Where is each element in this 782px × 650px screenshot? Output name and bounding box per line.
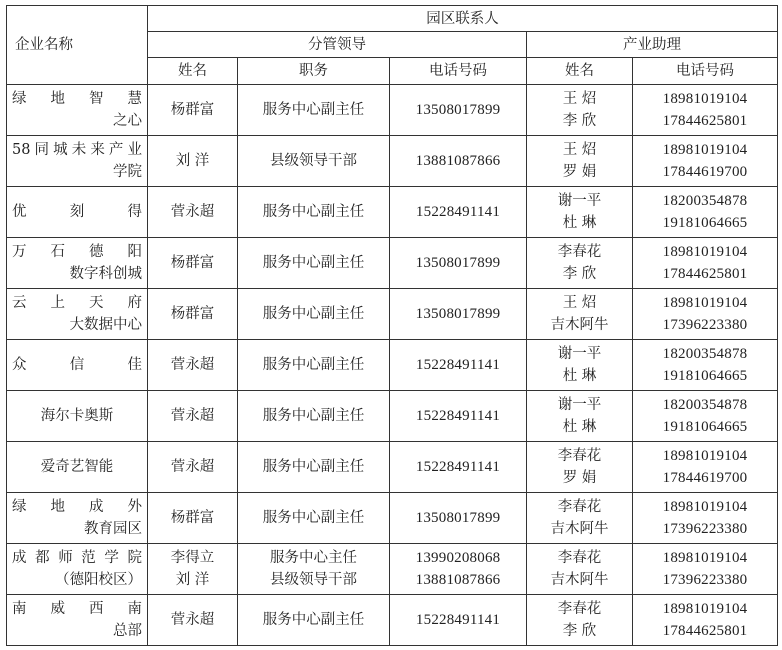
assistant-name-line: 李春花	[557, 499, 602, 515]
assistant-phone-cell	[633, 442, 778, 493]
leader-name-cell	[148, 493, 238, 544]
company-name-line: 南威西南	[12, 601, 142, 617]
leader-name-line: 菅永超	[170, 204, 215, 220]
leader-phone-line: 13990208068	[415, 550, 501, 566]
assistant-name-cell	[527, 85, 633, 136]
position-cell	[238, 289, 390, 340]
position-cell	[238, 340, 390, 391]
assistant-phone-cell	[633, 85, 778, 136]
assistant-phone-line: 17396223380	[662, 521, 748, 537]
assistant-name-cell	[527, 442, 633, 493]
assistant-phone-cell	[633, 493, 778, 544]
leader-name-cell	[148, 187, 238, 238]
position-line: 服务中心副主任	[262, 357, 365, 373]
company-name-line: 优刻得	[12, 204, 142, 220]
company-cell	[7, 136, 148, 187]
table-row	[7, 85, 778, 136]
table-row	[7, 493, 778, 544]
position-cell	[238, 544, 390, 595]
assistant-name-line: 杜 琳	[562, 368, 597, 384]
leader-name-line: 杨群富	[170, 102, 215, 118]
assistant-phone-line: 17396223380	[662, 572, 748, 588]
park-contact-table	[6, 5, 778, 646]
leader-name-cell	[148, 340, 238, 391]
position-cell	[238, 238, 390, 289]
position-cell	[238, 442, 390, 493]
assistant-phone-line: 17844625801	[662, 266, 748, 282]
header-leader-group: 分管领导	[148, 32, 527, 58]
company-cell	[7, 187, 148, 238]
header-assistant-name: 姓名	[527, 58, 633, 85]
position-line: 服务中心副主任	[262, 306, 365, 322]
assistant-phone-cell	[633, 238, 778, 289]
assistant-phone-cell	[633, 391, 778, 442]
assistant-phone-line: 18200354878	[662, 193, 748, 209]
assistant-name-line: 王 炤	[562, 295, 597, 311]
position-line: 服务中心副主任	[262, 204, 365, 220]
position-line: 服务中心副主任	[262, 612, 365, 628]
position-line: 县级领导干部	[270, 153, 357, 169]
header-position: 职务	[238, 58, 390, 85]
leader-phone-line: 13881087866	[415, 153, 501, 169]
assistant-name-cell	[527, 187, 633, 238]
company-cell	[7, 595, 148, 646]
header-assistant-phone: 电话号码	[633, 58, 778, 85]
leader-phone-line: 13508017899	[415, 510, 501, 526]
position-cell	[238, 136, 390, 187]
company-name-line: 58同城未来产业	[12, 142, 142, 158]
table-row	[7, 595, 778, 646]
header-leader-phone: 电话号码	[390, 58, 527, 85]
position-cell	[238, 187, 390, 238]
position-line: 服务中心副主任	[262, 255, 365, 271]
leader-phone-cell	[390, 340, 527, 391]
position-cell	[238, 391, 390, 442]
company-name-line: 成都师范学院	[12, 550, 142, 566]
leader-name-cell	[148, 238, 238, 289]
leader-name-cell	[148, 391, 238, 442]
company-name-line: 大数据中心	[69, 317, 142, 333]
company-name-line: 万石德阳	[12, 244, 142, 260]
company-cell	[7, 493, 148, 544]
leader-phone-cell	[390, 85, 527, 136]
company-name-line: 绿地智慧	[12, 91, 142, 107]
assistant-phone-line: 18981019104	[662, 244, 748, 260]
position-line: 服务中心副主任	[262, 408, 365, 424]
assistant-name-line: 吉木阿牛	[550, 317, 609, 333]
table-row	[7, 187, 778, 238]
leader-phone-line: 15228491141	[415, 408, 501, 424]
assistant-name-line: 李春花	[557, 550, 602, 566]
leader-name-cell	[148, 85, 238, 136]
assistant-phone-cell	[633, 136, 778, 187]
assistant-name-cell	[527, 289, 633, 340]
leader-phone-line: 13508017899	[415, 306, 501, 322]
assistant-phone-line: 17844619700	[662, 164, 748, 180]
leader-phone-cell	[390, 289, 527, 340]
assistant-name-line: 李 欣	[562, 113, 597, 129]
company-name-line: 众信佳	[12, 357, 142, 373]
assistant-phone-cell	[633, 595, 778, 646]
position-line: 县级领导干部	[270, 572, 357, 588]
company-name-line: 总部	[113, 623, 142, 639]
assistant-phone-line: 17844625801	[662, 623, 748, 639]
assistant-name-line: 李春花	[557, 244, 602, 260]
leader-name-line: 刘 洋	[175, 572, 210, 588]
assistant-phone-line: 18981019104	[662, 142, 748, 158]
assistant-phone-cell	[633, 187, 778, 238]
leader-phone-cell	[390, 136, 527, 187]
position-line: 服务中心主任	[270, 550, 357, 566]
leader-phone-cell	[390, 187, 527, 238]
assistant-name-line: 吉木阿牛	[550, 572, 609, 588]
header-park-contact: 园区联系人	[148, 6, 778, 32]
header-leader-name: 姓名	[148, 58, 238, 85]
leader-name-cell	[148, 442, 238, 493]
leader-phone-line: 13881087866	[415, 572, 501, 588]
leader-phone-cell	[390, 238, 527, 289]
assistant-name-line: 谢一平	[557, 346, 602, 362]
assistant-phone-line: 18981019104	[662, 601, 748, 617]
assistant-phone-cell	[633, 340, 778, 391]
table-row	[7, 391, 778, 442]
leader-phone-line: 13508017899	[415, 102, 501, 118]
leader-name-line: 杨群富	[170, 306, 215, 322]
assistant-name-cell	[527, 493, 633, 544]
table-row	[7, 289, 778, 340]
assistant-name-line: 杜 琳	[562, 419, 597, 435]
leader-name-line: 菅永超	[170, 459, 215, 475]
leader-name-line: 刘 洋	[175, 153, 210, 169]
company-cell	[7, 238, 148, 289]
company-name-line: 之心	[113, 113, 142, 129]
assistant-name-line: 王 炤	[562, 142, 597, 158]
company-cell	[7, 289, 148, 340]
leader-name-line: 李得立	[170, 550, 215, 566]
leader-phone-cell	[390, 544, 527, 595]
leader-name-line: 杨群富	[170, 510, 215, 526]
assistant-name-line: 李春花	[557, 448, 602, 464]
assistant-name-line: 李 欣	[562, 623, 597, 639]
position-cell	[238, 493, 390, 544]
company-name-line: 教育园区	[84, 521, 142, 537]
company-cell	[7, 85, 148, 136]
position-cell	[238, 85, 390, 136]
table-row	[7, 238, 778, 289]
assistant-name-line: 王 炤	[562, 91, 597, 107]
leader-name-line: 杨群富	[170, 255, 215, 271]
position-line: 服务中心副主任	[262, 459, 365, 475]
assistant-phone-line: 18981019104	[662, 499, 748, 515]
assistant-phone-cell	[633, 544, 778, 595]
company-name-line: 海尔卡奥斯	[40, 408, 114, 424]
assistant-phone-line: 18981019104	[662, 295, 748, 311]
assistant-phone-line: 17844619700	[662, 470, 748, 486]
company-name-line: 爱奇艺智能	[40, 459, 114, 475]
assistant-name-line: 吉木阿牛	[550, 521, 609, 537]
assistant-phone-line: 18981019104	[662, 448, 748, 464]
leader-phone-line: 15228491141	[415, 612, 501, 628]
leader-phone-line: 15228491141	[415, 459, 501, 475]
company-name-line: （德阳校区）	[55, 572, 142, 588]
assistant-phone-line: 17396223380	[662, 317, 748, 333]
assistant-phone-line: 18200354878	[662, 397, 748, 413]
company-cell	[7, 544, 148, 595]
assistant-name-cell	[527, 136, 633, 187]
table-row	[7, 136, 778, 187]
assistant-name-line: 李春花	[557, 601, 602, 617]
assistant-name-line: 谢一平	[557, 193, 602, 209]
assistant-name-cell	[527, 238, 633, 289]
position-line: 服务中心副主任	[262, 102, 365, 118]
table-row	[7, 340, 778, 391]
table-row	[7, 544, 778, 595]
leader-name-cell	[148, 544, 238, 595]
assistant-phone-line: 18200354878	[662, 346, 748, 362]
assistant-phone-cell	[633, 289, 778, 340]
assistant-phone-line: 17844625801	[662, 113, 748, 129]
leader-phone-cell	[390, 493, 527, 544]
table-row	[7, 442, 778, 493]
leader-phone-cell	[390, 442, 527, 493]
leader-name-line: 菅永超	[170, 612, 215, 628]
company-cell	[7, 442, 148, 493]
assistant-name-line: 杜 琳	[562, 215, 597, 231]
position-cell	[238, 595, 390, 646]
assistant-phone-line: 19181064665	[662, 419, 748, 435]
leader-phone-line: 13508017899	[415, 255, 501, 271]
assistant-name-line: 罗 娟	[562, 164, 597, 180]
leader-name-line: 菅永超	[170, 408, 215, 424]
company-name-line: 绿地成外	[12, 499, 142, 515]
header-assistant-group: 产业助理	[527, 32, 778, 58]
leader-name-line: 菅永超	[170, 357, 215, 373]
leader-phone-cell	[390, 595, 527, 646]
assistant-phone-line: 18981019104	[662, 550, 748, 566]
assistant-name-line: 李 欣	[562, 266, 597, 282]
assistant-name-cell	[527, 340, 633, 391]
assistant-name-line: 谢一平	[557, 397, 602, 413]
assistant-phone-line: 19181064665	[662, 368, 748, 384]
company-name-line: 云上天府	[12, 295, 142, 311]
assistant-name-line: 罗 娟	[562, 470, 597, 486]
company-name-line: 学院	[113, 164, 142, 180]
header-company-name: 企业名称	[7, 6, 148, 85]
leader-phone-line: 15228491141	[415, 204, 501, 220]
leader-name-cell	[148, 595, 238, 646]
assistant-phone-line: 19181064665	[662, 215, 748, 231]
leader-phone-cell	[390, 391, 527, 442]
leader-name-cell	[148, 136, 238, 187]
company-cell	[7, 340, 148, 391]
company-name-line: 数字科创城	[69, 266, 142, 282]
leader-name-cell	[148, 289, 238, 340]
assistant-name-cell	[527, 595, 633, 646]
assistant-phone-line: 18981019104	[662, 91, 748, 107]
company-cell	[7, 391, 148, 442]
assistant-name-cell	[527, 391, 633, 442]
leader-phone-line: 15228491141	[415, 357, 501, 373]
assistant-name-cell	[527, 544, 633, 595]
position-line: 服务中心副主任	[262, 510, 365, 526]
